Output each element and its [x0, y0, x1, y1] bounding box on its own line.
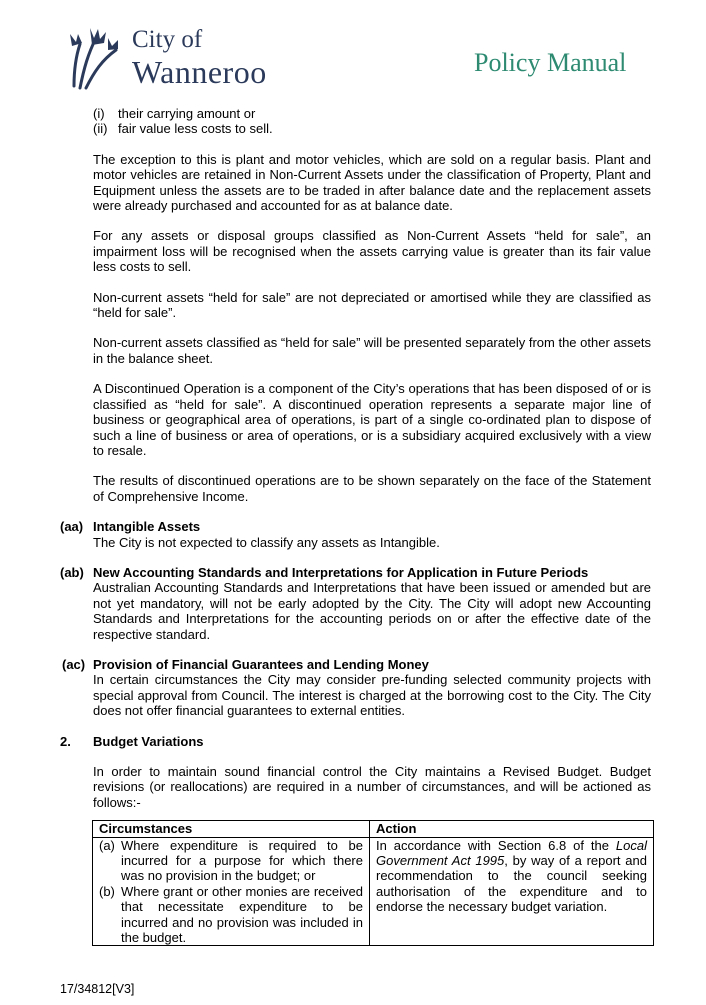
section-title: New Accounting Standards and Interpretations for Application in Future Periods: [93, 564, 589, 580]
circumstance-item: [99, 838, 363, 884]
budget-intro: In order to maintain sound financial control the City maintains a Revised Budget. Budget revisions (or reallocations) are required in a number of circumstances, and will be actioned as follows:-: [93, 764, 651, 810]
section-title: Provision of Financial Guarantees and Lending Money: [93, 656, 429, 672]
item-number: (b): [99, 883, 115, 899]
table-header-row: [93, 821, 654, 837]
section-budget: [60, 734, 654, 749]
section-label: 2.: [60, 733, 71, 749]
section-aa: [60, 519, 654, 550]
circumstances-cell: [93, 837, 370, 946]
list-number: (i): [93, 106, 105, 121]
section-ab: [60, 565, 654, 642]
item-text: Where grant or other monies are received that necessitate expenditure to be incurred and no provision was included in the budget.: [121, 883, 363, 946]
act-reference: Local Government Act 1995: [376, 837, 647, 869]
action-text-start: In accordance with Section 6.8 of the: [376, 837, 616, 853]
document-reference: 17/34812[V3]: [60, 982, 135, 996]
list-item: [93, 106, 654, 121]
logo-line2: Wanneroo: [132, 54, 267, 90]
section-label: (ac): [62, 656, 86, 672]
action-cell: [370, 837, 654, 946]
paragraph: Non-current assets “held for sale” are not depreciated or amortised while they are classified as “held for sale”.: [93, 289, 651, 321]
paragraph: The results of discontinued operations are to be shown separately on the face of the Statement of Comprehensive Income.: [93, 473, 651, 504]
budget-variation-table: [92, 820, 654, 946]
paragraph: Non-current assets classified as “held for sale” will be presented separately from the other assets in the balance sheet.: [93, 335, 651, 366]
list-text: their carrying amount or: [118, 106, 256, 121]
list-text: fair value less costs to sell.: [118, 121, 273, 137]
list-item: [93, 121, 654, 136]
paragraph: A Discontinued Operation is a component of the City’s operations that has been disposed of or is classified as “held for sale”. A discontinued operation represents a separate major line of business or geographical area of operations, is part of a single co-ordinated plan to dispose of such a line of business or area of operations, or is a subsidiary acquired exclusively with a view to resale.: [93, 381, 651, 458]
header-circumstances: Circumstances: [93, 821, 370, 837]
list-number: (ii): [93, 121, 108, 137]
section-ac: [60, 657, 654, 719]
logo-line1: City of: [132, 26, 203, 53]
document-body: [60, 106, 654, 946]
action-text-end: , by way of a report and recommendation to the council seeking authorisation of the expenditure and to endorse the necessary budget variation.: [376, 853, 647, 915]
header-action: Action: [370, 821, 654, 837]
item-text: Where expenditure is required to be incurred for a purpose for which there was no provision in the budget; or: [121, 837, 363, 884]
section-label: (ab): [60, 564, 84, 580]
section-text: Australian Accounting Standards and Interpretations that have been issued or amended but are not yet mandatory, will not be early adopted by the City. The City will adopt new Accounting Standards and Interpretations for the accounting periods on or after the effective date of the respective standard.: [93, 580, 651, 642]
city-logo: [66, 24, 296, 92]
section-text: The City is not expected to classify any assets as Intangible.: [93, 534, 440, 550]
page-title: Policy Manual: [474, 48, 627, 77]
paragraph: The exception to this is plant and motor vehicles, which are sold on a regular basis. Plant and motor vehicles are retained in Non-Current Assets under the classification of Property, Plant and Equipment unless the assets are to be traded in after balance date and the replacement assets were already purchased and accounted for as at balance date.: [93, 151, 651, 214]
section-text: In certain circumstances the City may consider pre-funding selected community projects with special approval from Council. The interest is charged at the borrowing cost to the City. The City does not offer financial guarantees to external entities.: [93, 672, 651, 719]
section-title: Intangible Assets: [93, 519, 201, 535]
table-row: [93, 837, 654, 946]
item-number: (a): [99, 837, 115, 853]
kangaroo-paw-icon: [66, 24, 130, 90]
section-label: (aa): [60, 519, 84, 535]
paragraph: For any assets or disposal groups classified as Non-Current Assets “held for sale”, an impairment loss will be recognised when the assets carrying value is greater than its fair value less costs to sell.: [93, 228, 651, 275]
section-title: Budget Variations: [93, 733, 204, 749]
circumstance-item: [99, 884, 363, 946]
